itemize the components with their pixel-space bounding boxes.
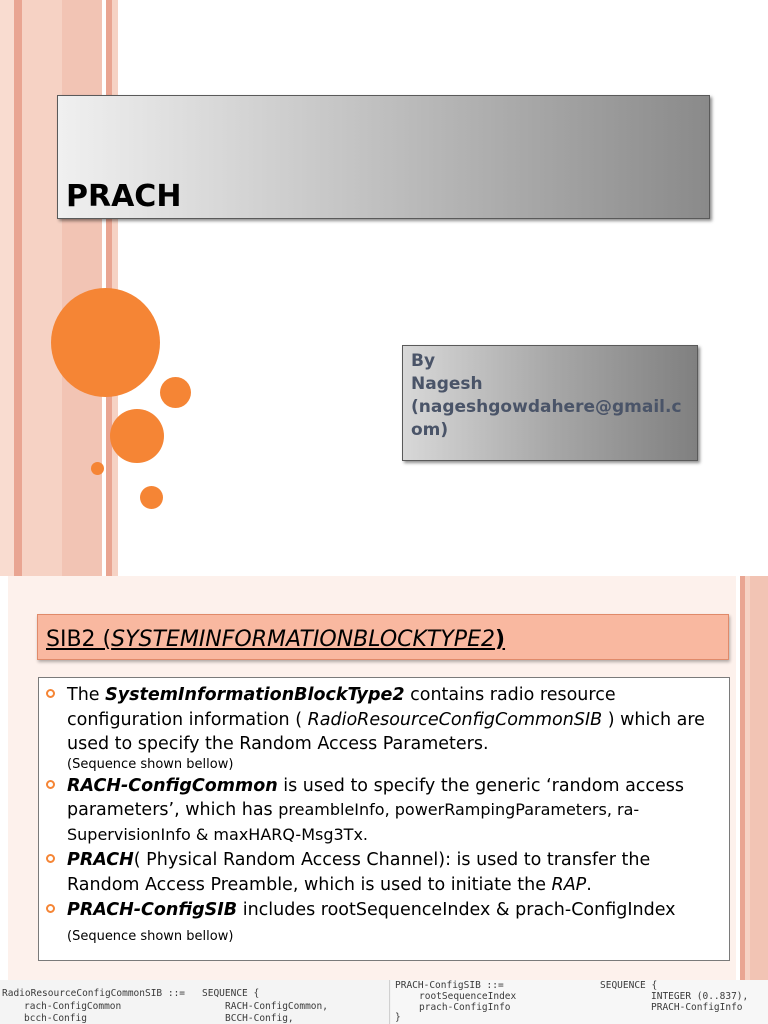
- sib2-slide: [0, 576, 768, 980]
- code-line: rootSequenceIndex: [419, 991, 517, 1002]
- bullet-text: is used to specify the generic ‘random access parameters’, which has: [67, 775, 685, 820]
- bullet-ring-icon: [46, 780, 55, 789]
- bullet-text: contains radio resource configuration information (: [67, 685, 616, 730]
- code-snippets: [0, 980, 768, 1024]
- bullet-text: ) which are used to specify the Random Access Parameters.: [67, 709, 705, 754]
- code-line: prach-ConfigInfo: [419, 1002, 511, 1013]
- code-line: SEQUENCE {: [600, 980, 658, 991]
- author-by: By: [411, 351, 436, 371]
- code-snippet-right: [391, 980, 768, 1024]
- bullet-note: (Sequence shown bellow): [67, 928, 234, 944]
- decor-circle-tiny: [91, 462, 104, 475]
- decor-circle-small: [140, 486, 163, 509]
- bullet-term: PRACH: [67, 850, 134, 870]
- section-header: [37, 614, 729, 660]
- code-line: BCCH-Config,: [225, 1013, 294, 1024]
- author-name: Nagesh: [411, 374, 483, 394]
- code-line: }: [395, 1012, 401, 1023]
- bullet-ring-icon: [46, 689, 55, 698]
- title-box: [57, 95, 710, 219]
- decor-stripe: [14, 0, 22, 576]
- decor-circle-large: [51, 288, 160, 397]
- code-snippet-left: [0, 980, 390, 1024]
- bullet-ring-icon: [46, 904, 55, 913]
- decor-stripe: [750, 576, 768, 980]
- decor-stripe: [22, 0, 62, 576]
- bullet-term: RAP: [551, 874, 587, 895]
- header-prefix: SIB2 (: [46, 627, 112, 652]
- header-suffix: ): [494, 627, 506, 652]
- bullet-note: (Sequence shown bellow): [67, 756, 234, 772]
- bullet-text: The: [67, 685, 106, 705]
- list-item: [67, 898, 719, 949]
- code-line: rach-ConfigCommon: [24, 1001, 122, 1012]
- bullet-text: .: [586, 874, 592, 895]
- bullet-term: RACH-ConfigCommon: [67, 775, 278, 796]
- author-box: [402, 345, 698, 461]
- decor-stripe: [0, 576, 8, 980]
- decor-circle-medium: [110, 409, 164, 463]
- bullet-term: PRACH-ConfigSIB: [67, 900, 238, 920]
- code-line: INTEGER (0..837),: [651, 991, 749, 1002]
- code-line: PRACH-ConfigSIB ::=: [395, 980, 504, 991]
- list-item: [67, 683, 719, 773]
- bullet-text: ( Physical Random Access Channel): is used to transfer the Random Access Preamble, which is used to initiate the: [67, 850, 651, 895]
- bullet-text: includes rootSequenceIndex & prach-ConfigIndex: [237, 900, 676, 920]
- list-item: [67, 774, 719, 848]
- code-line: SEQUENCE {: [202, 988, 260, 999]
- decor-circle-small: [160, 377, 191, 408]
- author-email: (nageshgowdahere@gmail.com): [411, 397, 682, 440]
- slide-title: PRACH: [66, 179, 182, 214]
- code-line: RACH-ConfigCommon,: [225, 1001, 328, 1012]
- code-line: RadioResourceConfigCommonSIB ::=: [2, 988, 186, 999]
- code-line: PRACH-ConfigInfo: [651, 1002, 743, 1013]
- code-line: bcch-Config: [24, 1013, 87, 1024]
- bullet-list: [38, 677, 730, 961]
- header-italic: SYSTEMINFORMATIONBLOCKTYPE2: [111, 627, 495, 652]
- bullet-text: preambleInfo, powerRampingParameters, ra-SupervisionInfo & maxHARQ-Msg3Tx.: [67, 800, 640, 844]
- bullet-ring-icon: [46, 854, 55, 863]
- list-item: [67, 848, 719, 897]
- decor-stripe: [0, 0, 14, 576]
- bullet-term: RadioResourceConfigCommonSIB: [307, 709, 603, 730]
- bullet-term: SystemInformationBlockType2: [105, 685, 405, 705]
